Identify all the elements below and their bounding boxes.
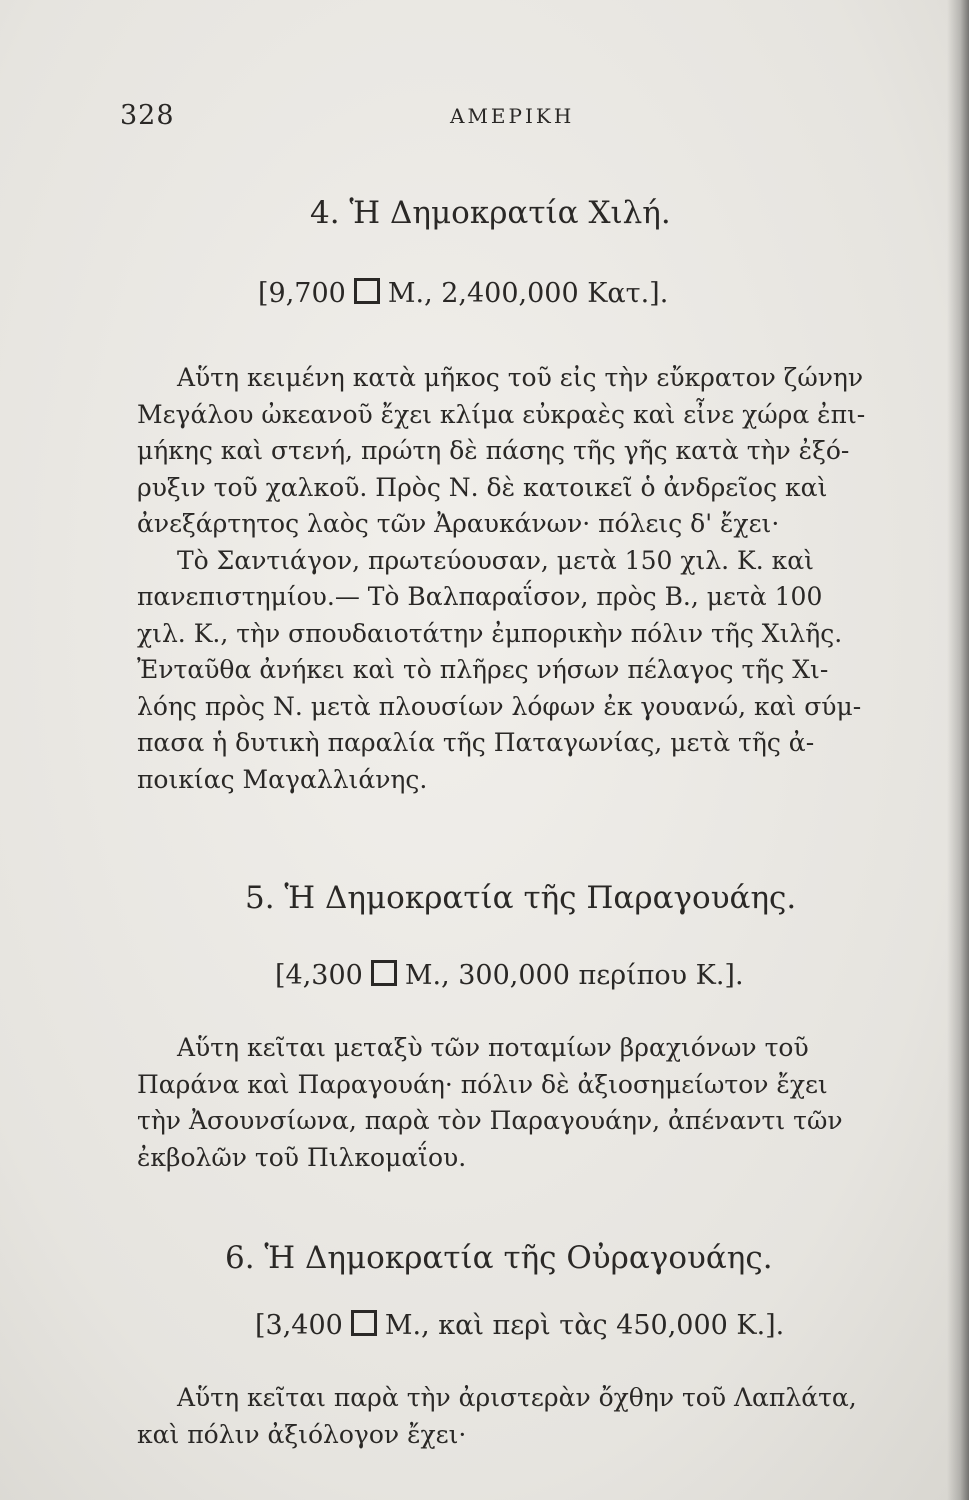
text-line: πανεπιστημίου.— Τὸ Βαλπαραΐσον, πρὸς Β., μετὰ 100: [137, 582, 823, 611]
square-miles-icon: [351, 1310, 377, 1336]
text-line: ἀνεξάρτητος λαὸς τῶν Ἀραυκάνων· πόλεις δ' ἔχει·: [137, 509, 780, 538]
text-line: ἐκβολῶν τοῦ Πιλκομαΐου.: [137, 1142, 467, 1172]
section-body-uruguay: [137, 1380, 937, 1453]
running-head: ΑΜΕΡΙΚΗ: [450, 104, 575, 128]
section-stats-uruguay: [255, 1310, 784, 1341]
text-line: Τὸ Σαντιάγον, πρωτεύουσαν, μετὰ 150 χιλ. Κ. καὶ: [177, 545, 814, 575]
page-number: 328: [120, 100, 175, 131]
stats-area: [9,700: [258, 278, 346, 309]
stats-population: Μ., καὶ περὶ τὰς 450,000 Κ.].: [384, 1310, 785, 1341]
section-title-paraguay: 5. Ἡ Δημοκρατία τῆς Παραγουάης.: [245, 880, 797, 916]
text-line: Αὕτη κειμένη κατὰ μῆκος τοῦ εἰς τὴν εὔκρατον ζώνην: [177, 363, 864, 392]
section-body-chile: [137, 360, 937, 798]
text-line: ρυξιν τοῦ χαλκοῦ. Πρὸς Ν. δὲ κατοικεῖ ὁ ἀνδρεῖος καὶ: [137, 472, 828, 502]
page-header: [120, 100, 880, 140]
text-line: Αὕτη κεῖται μεταξὺ τῶν ποταμίων βραχιόνων τοῦ: [177, 1033, 809, 1062]
stats-population: Μ., 2,400,000 Κατ.].: [387, 278, 669, 309]
page-edge-shadow: [947, 0, 969, 1500]
text-line: χιλ. Κ., τὴν σπουδαιοτάτην ἐμπορικὴν πόλιν τῆς Χιλῆς.: [137, 618, 843, 648]
section-stats-paraguay: [275, 960, 744, 991]
text-line: μήκης καὶ στενή, πρώτη δὲ πάσης τῆς γῆς κατὰ τὴν ἐξό-: [137, 436, 850, 465]
text-line: τὴν Ἀσουνσίωνα, παρὰ τὸν Παραγουάην, ἀπέναντι τῶν: [137, 1106, 843, 1135]
text-line: λόης πρὸς Ν. μετὰ πλουσίων λόφων ἐκ γουανώ, καὶ σύμ-: [137, 691, 862, 721]
square-miles-icon: [354, 278, 380, 304]
stats-area: [3,400: [255, 1310, 343, 1341]
section-title-uruguay: 6. Ἡ Δημοκρατία τῆς Οὐραγουάης.: [225, 1240, 773, 1276]
text-line: Αὕτη κεῖται παρὰ τὴν ἀριστερὰν ὄχθην τοῦ Λαπλάτα,: [177, 1383, 857, 1412]
text-line: ποικίας Μαγαλλιάνης.: [137, 764, 428, 794]
section-body-paraguay: [137, 1030, 937, 1176]
text-line: Μεγάλου ὠκεανοῦ ἔχει κλίμα εὐκραὲς καὶ εἶνε χώρα ἐπι-: [137, 399, 866, 429]
stats-population: Μ., 300,000 περίπου Κ.].: [404, 960, 744, 991]
text-line: Ἐνταῦθα ἀνήκει καὶ τὸ πλῆρες νήσων πέλαγος τῆς Χι-: [137, 655, 829, 684]
stats-area: [4,300: [275, 960, 363, 991]
text-line: Παράνα καὶ Παραγουάη· πόλιν δὲ ἀξιοσημείωτον ἔχει: [137, 1069, 828, 1099]
square-miles-icon: [371, 960, 397, 986]
text-line: πασα ἡ δυτικὴ παραλία τῆς Παταγωνίας, μετὰ τῆς ἀ-: [137, 728, 815, 757]
section-stats-chile: [258, 278, 668, 309]
section-title-chile: 4. Ἡ Δημοκρατία Χιλή.: [310, 195, 671, 231]
text-line: καὶ πόλιν ἀξιόλογον ἔχει·: [137, 1419, 467, 1449]
